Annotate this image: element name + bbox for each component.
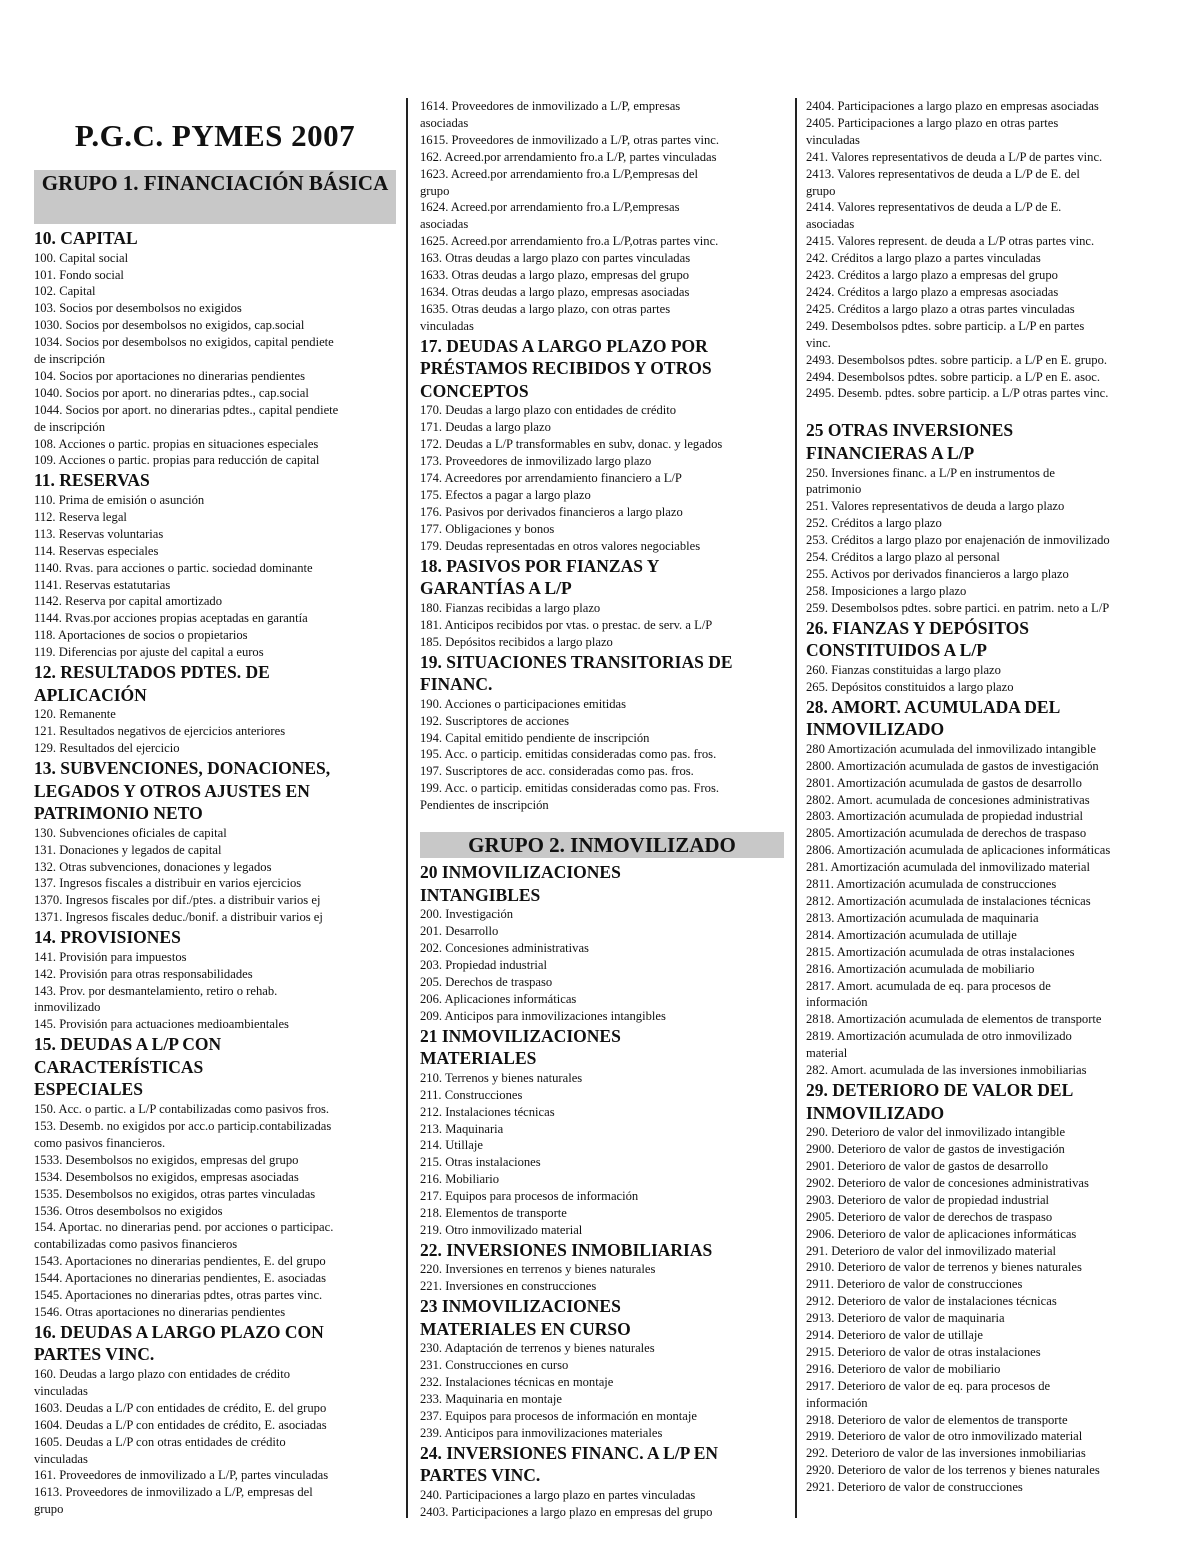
account-line: 2918. Deterioro de valor de elementos de transporte (806, 1412, 1068, 1427)
account-list (34, 1366, 396, 1518)
account-line: 113. Reservas voluntarias (34, 526, 164, 541)
section-heading-line: CONCEPTOS (420, 380, 529, 401)
account-line: 215. Otras instalaciones (420, 1155, 541, 1170)
section-heading-line: 24. INVERSIONES FINANC. A L/P EN (420, 1442, 719, 1463)
section-heading-line: PRÉSTAMOS RECIBIDOS Y OTROS (420, 358, 712, 379)
section-heading (420, 651, 784, 696)
section-heading-line: ESPECIALES (34, 1079, 143, 1100)
section-heading (806, 419, 1168, 464)
account-line: 250. Inversiones financ. a L/P en instrumentos de (806, 465, 1055, 480)
section-heading (420, 861, 784, 906)
account-line: 1534. Desembolsos no exigidos, empresas asociadas (34, 1169, 299, 1184)
section-heading-line: CARACTERÍSTICAS (34, 1056, 204, 1077)
account-line: 2906. Deterioro de valor de aplicaciones informáticas (806, 1226, 1077, 1241)
account-line: 214. Utillaje (420, 1138, 483, 1153)
account-line: 251. Valores representativos de deuda a largo plazo (806, 499, 1065, 514)
account-line: 179. Deudas representadas en otros valores negociables (420, 538, 701, 553)
account-line: 1544. Aportaciones no dinerarias pendientes, E. asociadas (34, 1271, 327, 1286)
account-list (420, 1340, 784, 1441)
account-line: 180. Fianzas recibidas a largo plazo (420, 600, 601, 615)
section-heading-line: 15. DEUDAS A L/P CON (34, 1034, 222, 1055)
account-line: 1034. Socios por desembolsos no exigidos, capital pendiete (34, 335, 334, 350)
account-line: 231. Construcciones en curso (420, 1358, 569, 1373)
account-line: 1533. Desembolsos no exigidos, empresas del grupo (34, 1152, 299, 1167)
account-line: 258. Imposiciones a largo plazo (806, 583, 967, 598)
account-line: 1140. Rvas. para acciones o partic. sociedad dominante (34, 560, 313, 575)
section-heading-line: 20 INMOVILIZACIONES (420, 862, 621, 883)
account-line: 209. Anticipos para inmovilizaciones intangibles (420, 1008, 666, 1023)
account-line: 1371. Ingresos fiscales deduc./bonif. a distribuir varios ej (34, 910, 323, 925)
account-line: 170. Deudas a largo plazo con entidades de crédito (420, 403, 677, 418)
column-2 (420, 98, 784, 1521)
account-line: 206. Aplicaciones informáticas (420, 991, 577, 1006)
account-line: 2920. Deterioro de valor de los terrenos y bienes naturales (806, 1463, 1100, 1478)
account-line: 174. Acreedores por arrendamiento financiero a L/P (420, 471, 682, 486)
account-line: 1614. Proveedores de inmovilizado a L/P, empresas (420, 99, 681, 113)
section-heading (420, 555, 784, 600)
account-line: asociadas (420, 115, 469, 130)
account-line: 199. Acc. o particip. emitidas consideradas como pas. Fros. (420, 781, 720, 796)
account-list (806, 662, 1168, 696)
account-line: 1623. Acreed.por arrendamiento fro.a L/P,empresas del (420, 166, 699, 181)
line: 14. PROVISIONES (34, 927, 181, 948)
account-line: 130. Subvenciones oficiales de capital (34, 825, 227, 840)
section-heading (806, 617, 1168, 662)
section-heading-line: INMOVILIZADO (806, 1102, 945, 1123)
page-title: P.G.C. PYMES 2007 (74, 118, 356, 153)
account-list (34, 250, 396, 470)
section-heading (420, 335, 784, 403)
section-heading-line: LEGADOS Y OTROS AJUSTES EN (34, 780, 310, 801)
account-line: 2493. Desembolsos pdtes. sobre particip. a L/P en E. grupo. (806, 352, 1108, 367)
column-3 (806, 98, 1168, 1496)
account-line: 2404. Participaciones a largo plazo en empresas asociadas (806, 99, 1099, 113)
account-line: de inscripción (34, 352, 105, 367)
account-line: 232. Instalaciones técnicas en montaje (420, 1375, 614, 1390)
account-line: 260. Fianzas constituidas a largo plazo (806, 662, 1001, 677)
account-list (34, 825, 396, 926)
account-line: grupo (34, 1502, 64, 1517)
account-line: 2905. Deterioro de valor de derechos de traspaso (806, 1209, 1053, 1224)
account-line: 1370. Ingresos fiscales por dif./ptes. a distribuir varios ej (34, 893, 321, 908)
account-line: 118. Aportaciones de socios o propietarios (34, 628, 248, 643)
section-heading (34, 661, 396, 706)
section-heading-line: PATRIMONIO NETO (34, 803, 203, 824)
account-line: 2800. Amortización acumulada de gastos de investigación (806, 758, 1099, 773)
account-line: 1624. Acreed.por arrendamiento fro.a L/P,empresas (420, 200, 680, 215)
account-line: 153. Desemb. no exigidos por acc.o particip.contabilizadas (34, 1118, 332, 1133)
account-line: 171. Deudas a largo plazo (420, 420, 551, 435)
account-line: 2903. Deterioro de valor de propiedad industrial (806, 1192, 1050, 1207)
account-line: 2812. Amortización acumulada de instalaciones técnicas (806, 894, 1091, 908)
account-line: 2901. Deterioro de valor de gastos de desarrollo (806, 1158, 1049, 1173)
account-line: 201. Desarrollo (420, 924, 499, 939)
account-line: 265. Depósitos constituidos a largo plazo (806, 679, 1014, 694)
account-line: Pendientes de inscripción (420, 798, 549, 813)
account-list (34, 1101, 396, 1321)
account-line: 197. Suscriptores de acc. consideradas como pas. fros. (420, 764, 694, 779)
account-line: 200. Investigación (420, 907, 514, 922)
account-line: vinculadas (806, 132, 860, 147)
account-line: vinculadas (34, 1383, 88, 1398)
account-line: 162. Acreed.por arrendamiento fro.a L/P, partes vinculadas (420, 149, 717, 164)
section-heading-line: 19. SITUACIONES TRANSITORIAS DE (420, 651, 733, 672)
account-line: 2494. Desembolsos pdtes. sobre particip. a L/P en E. asoc. (806, 369, 1101, 384)
account-line: 103. Socios por desembolsos no exigidos (34, 301, 242, 316)
account-line: 2819. Amortización acumulada de otro inmovilizado (806, 1029, 1072, 1044)
account-line: información (806, 1395, 868, 1410)
account-line: 2912. Deterioro de valor de instalaciones técnicas (806, 1294, 1057, 1309)
account-line: 217. Equipos para procesos de información (420, 1189, 639, 1204)
account-line: 2914. Deterioro de valor de utillaje (806, 1328, 983, 1343)
account-list (420, 906, 784, 1024)
section-heading (806, 1079, 1168, 1124)
account-list (420, 98, 784, 335)
account-line: 1546. Otras aportaciones no dinerarias pendientes (34, 1304, 286, 1319)
section-heading-line: 26. FIANZAS Y DEPÓSITOS (806, 617, 1030, 638)
account-line: 242. Créditos a largo plazo a partes vinculadas (806, 251, 1041, 266)
account-line: 281. Amortización acumulada del inmovilizado material (806, 860, 1090, 875)
account-list (420, 600, 784, 651)
account-line: 131. Donaciones y legados de capital (34, 842, 222, 857)
section-heading-line: 29. DETERIORO DE VALOR DEL (806, 1079, 1074, 1100)
account-line: 104. Socios por aportaciones no dinerarias pendientes (34, 368, 306, 383)
line: 22. INVERSIONES INMOBILIARIAS (420, 1239, 713, 1260)
account-list (420, 1261, 784, 1295)
account-line: vinculadas (34, 1451, 88, 1466)
section-heading-line: MATERIALES EN CURSO (420, 1318, 631, 1339)
account-line: 203. Propiedad industrial (420, 957, 547, 972)
account-line: 132. Otras subvenciones, donaciones y legados (34, 859, 272, 874)
account-line: 1535. Desembolsos no exigidos, otras partes vinculadas (34, 1186, 316, 1201)
section-heading (34, 926, 396, 949)
account-line: 177. Obligaciones y bonos (420, 521, 555, 536)
account-line: material (806, 1046, 848, 1061)
account-line: 202. Concesiones administrativas (420, 941, 589, 956)
account-line: 2815. Amortización acumulada de otras instalaciones (806, 944, 1075, 959)
account-line: 101. Fondo social (34, 267, 124, 282)
account-list (34, 492, 396, 661)
account-line: 2915. Deterioro de valor de otras instalaciones (806, 1344, 1041, 1359)
account-line: 112. Reserva legal (34, 509, 127, 524)
account-line: 2910. Deterioro de valor de terrenos y bienes naturales (806, 1260, 1082, 1275)
account-list (806, 741, 1168, 1079)
section-heading-line: 12. RESULTADOS PDTES. DE (34, 662, 270, 683)
line: 11. RESERVAS (34, 470, 150, 491)
account-line: 230. Adaptación de terrenos y bienes naturales (420, 1341, 655, 1356)
account-line: 2813. Amortización acumulada de maquinaria (806, 910, 1039, 925)
account-line: 172. Deudas a L/P transformables en subv, donac. y legados (420, 437, 723, 452)
account-line: 241. Valores representativos de deuda a L/P de partes vinc. (806, 149, 1103, 164)
account-line: 2414. Valores representativos de deuda a L/P de E. (806, 200, 1062, 215)
account-line: 114. Reservas especiales (34, 543, 159, 558)
line: 10. CAPITAL (34, 228, 138, 248)
account-line: 211. Construcciones (420, 1087, 523, 1102)
account-line: 2803. Amortización acumulada de propiedad industrial (806, 809, 1083, 824)
account-line: 1633. Otras deudas a largo plazo, empresas del grupo (420, 268, 690, 283)
section-heading-line: 17. DEUDAS A LARGO PLAZO POR (420, 335, 708, 356)
account-line: 161. Proveedores de inmovilizado a L/P, partes vinculadas (34, 1468, 329, 1483)
account-line: 2913. Deterioro de valor de maquinaria (806, 1311, 1005, 1326)
account-line: 2814. Amortización acumulada de utillaje (806, 927, 1017, 942)
account-line: 141. Provisión para impuestos (34, 949, 187, 964)
account-line: 142. Provisión para otras responsabilidades (34, 966, 253, 981)
account-line: 2413. Valores representativos de deuda a L/P de E. del (806, 166, 1080, 181)
account-line: 154. Aportac. no dinerarias pend. por acciones o participac. (34, 1220, 334, 1235)
section-heading-line: 28. AMORT. ACUMULADA DEL (806, 696, 1061, 717)
account-line: asociadas (806, 217, 855, 232)
account-line: asociadas (420, 217, 469, 232)
column-1 (34, 98, 396, 1518)
account-line: 1545. Aportaciones no dinerarias pdtes, otras partes vinc. (34, 1288, 323, 1303)
account-line: 129. Resultados del ejercicio (34, 741, 180, 756)
account-list (420, 696, 784, 814)
account-line: 109. Acciones o partic. propias para reducción de capital (34, 453, 320, 468)
account-line: información (806, 995, 868, 1010)
account-line: 1605. Deudas a L/P con otras entidades de crédito (34, 1434, 286, 1449)
account-line: 173. Proveedores de inmovilizado largo plazo (420, 454, 652, 469)
account-line: 110. Prima de emisión o asunción (34, 492, 205, 507)
account-list (806, 1124, 1168, 1496)
account-line: 2816. Amortización acumulada de mobiliario (806, 961, 1035, 976)
account-line: 2495. Desemb. pdtes. sobre particip. a L/P otras partes vinc. (806, 386, 1109, 401)
account-line: 1141. Reservas estatutarias (34, 577, 171, 592)
account-line: 2801. Amortización acumulada de gastos de desarrollo (806, 775, 1082, 790)
account-line: 252. Créditos a largo plazo (806, 516, 942, 531)
account-line: grupo (806, 183, 836, 198)
account-line: 2802. Amort. acumulada de concesiones administrativas (806, 792, 1090, 807)
spacer (420, 814, 784, 832)
group-1-heading: GRUPO 1. FINANCIACIÓN BÁSICA (34, 170, 396, 224)
section-heading-line: PARTES VINC. (34, 1344, 155, 1365)
section-heading-line: GARANTÍAS A L/P (420, 578, 572, 599)
account-line: inmovilizado (34, 1000, 101, 1015)
account-list (420, 1070, 784, 1239)
account-line: 213. Maquinaria (420, 1121, 504, 1136)
account-line: 237. Equipos para procesos de información en montaje (420, 1409, 697, 1424)
account-line: 239. Anticipos para inmovilizaciones materiales (420, 1425, 663, 1440)
account-line: 1603. Deudas a L/P con entidades de crédito, E. del grupo (34, 1400, 327, 1415)
account-line: 160. Deudas a largo plazo con entidades de crédito (34, 1367, 291, 1382)
account-line: vinculadas (420, 318, 474, 333)
account-line: 2911. Deterioro de valor de construcciones (806, 1277, 1023, 1292)
account-line: 216. Mobiliario (420, 1172, 500, 1187)
account-line: como pasivos financieros. (34, 1135, 166, 1150)
account-line: 2921. Deterioro de valor de construcciones (806, 1480, 1023, 1495)
account-line: 1625. Acreed.por arrendamiento fro.a L/P,otras partes vinc. (420, 234, 719, 249)
section-heading-line: 21 INMOVILIZACIONES (420, 1025, 621, 1046)
account-line: 291. Deterioro de valor del inmovilizado material (806, 1243, 1057, 1258)
account-line: vinc. (806, 335, 831, 350)
group-2-heading: GRUPO 2. INMOVILIZADO (420, 832, 784, 858)
account-line: 2902. Deterioro de valor de concesiones administrativas (806, 1175, 1089, 1190)
section-heading-line: FINANCIERAS A L/P (806, 442, 975, 463)
section-heading-line: INMOVILIZADO (806, 719, 945, 740)
account-line: patrimonio (806, 482, 862, 497)
section-heading (420, 1025, 784, 1070)
account-list (420, 1487, 784, 1521)
section-heading-line: 13. SUBVENCIONES, DONACIONES, (34, 757, 331, 778)
account-line: 292. Deterioro de valor de las inversiones inmobiliarias (806, 1446, 1086, 1461)
account-line: 1040. Socios por aport. no dinerarias pdtes., cap.social (34, 385, 309, 400)
account-line: 100. Capital social (34, 250, 129, 265)
account-line: 254. Créditos a largo plazo al personal (806, 550, 1000, 565)
account-line: 150. Acc. o partic. a L/P contabilizadas como pasivos fros. (34, 1102, 330, 1117)
account-list (806, 465, 1168, 617)
section-heading-line: 25 OTRAS INVERSIONES (806, 420, 1014, 441)
column-divider (795, 98, 797, 1518)
account-line: de inscripción (34, 419, 105, 434)
account-line: 212. Instalaciones técnicas (420, 1104, 555, 1119)
account-line: 1543. Aportaciones no dinerarias pendientes, E. del grupo (34, 1254, 326, 1269)
account-line: 192. Suscriptores de acciones (420, 713, 569, 728)
account-line: 181. Anticipos recibidos por vtas. o prestac. de serv. a L/P (420, 617, 713, 632)
account-line: 145. Provisión para actuaciones medioambientales (34, 1017, 289, 1032)
account-line: 205. Derechos de traspaso (420, 974, 553, 989)
account-list (806, 98, 1168, 402)
section-heading (420, 1442, 784, 1487)
section-heading (420, 1239, 784, 1262)
account-line: 280 Amortización acumulada del inmovilizado intangible (806, 741, 1096, 756)
account-line: 137. Ingresos fiscales a distribuir en varios ejercicios (34, 876, 302, 891)
section-heading-line: FINANC. (420, 674, 493, 695)
section-heading-line: 18. PASIVOS POR FIANZAS Y (420, 555, 660, 576)
account-line: 194. Capital emitido pendiente de inscripción (420, 730, 650, 745)
account-line: 2806. Amortización acumulada de aplicaciones informáticas (806, 843, 1111, 858)
section-heading-line: INTANGIBLES (420, 884, 541, 905)
account-line: 2403. Participaciones a largo plazo en empresas del grupo (420, 1504, 713, 1519)
account-line: 290. Deterioro de valor del inmovilizado intangible (806, 1125, 1066, 1140)
section-heading (420, 1295, 784, 1340)
account-list (34, 949, 396, 1034)
account-line: 249. Desembolsos pdtes. sobre particip. a L/P en partes (806, 318, 1085, 333)
spacer (806, 402, 1168, 419)
account-line: 163. Otras deudas a largo plazo con partes vinculadas (420, 251, 691, 266)
account-line: 2900. Deterioro de valor de gastos de investigación (806, 1142, 1065, 1157)
section-heading (806, 696, 1168, 741)
account-list (34, 706, 396, 757)
account-line: 1615. Proveedores de inmovilizado a L/P, otras partes vinc. (420, 132, 720, 147)
account-line: 220. Inversiones en terrenos y bienes naturales (420, 1262, 656, 1277)
account-line: 253. Créditos a largo plazo por enajenación de inmovilizado (806, 533, 1110, 548)
account-line: 2424. Créditos a largo plazo a empresas asociadas (806, 284, 1059, 299)
account-line: 185. Depósitos recibidos a largo plazo (420, 634, 613, 649)
account-line: 218. Elementos de transporte (420, 1206, 567, 1221)
section-heading-line: PARTES VINC. (420, 1465, 541, 1486)
account-line: 175. Efectos a pagar a largo plazo (420, 488, 591, 502)
account-line: 119. Diferencias por ajuste del capital a euros (34, 645, 264, 660)
account-line: 219. Otro inmovilizado material (420, 1222, 583, 1237)
account-line: 102. Capital (34, 284, 96, 299)
account-line: 2805. Amortización acumulada de derechos de traspaso (806, 826, 1087, 841)
section-heading-line: CONSTITUIDOS A L/P (806, 640, 987, 661)
account-line: 2916. Deterioro de valor de mobiliario (806, 1361, 1001, 1376)
account-line: 190. Acciones o participaciones emitidas (420, 696, 626, 711)
account-line: 1613. Proveedores de inmovilizado a L/P, empresas del (34, 1485, 313, 1500)
account-line: 210. Terrenos y bienes naturales (420, 1070, 583, 1085)
account-line: 121. Resultados negativos de ejercicios anteriores (34, 724, 286, 739)
section-heading (34, 1033, 396, 1101)
account-line: 2811. Amortización acumulada de construcciones (806, 877, 1057, 892)
account-line: 143. Prov. por desmantelamiento, retiro o rehab. (34, 983, 278, 998)
account-line: 1634. Otras deudas a largo plazo, empresas asociadas (420, 284, 690, 299)
section-heading (34, 757, 396, 825)
account-line: 259. Desembolsos pdtes. sobre partici. en patrim. neto a L/P (806, 600, 1110, 615)
account-list (420, 402, 784, 554)
account-line: 1604. Deudas a L/P con entidades de crédito, E. asociadas (34, 1417, 327, 1432)
section-heading-line: APLICACIÓN (34, 684, 147, 705)
account-line: 2423. Créditos a largo plazo a empresas del grupo (806, 268, 1058, 283)
account-line: 255. Activos por derivados financieros a largo plazo (806, 566, 1069, 581)
account-line: 1142. Reserva por capital amortizado (34, 594, 223, 609)
account-line: 108. Acciones o partic. propias en situaciones especiales (34, 436, 319, 451)
section-heading-line: 23 INMOVILIZACIONES (420, 1296, 621, 1317)
account-line: 2425. Créditos a largo plazo a otras partes vinculadas (806, 301, 1075, 316)
section-heading-line: 16. DEUDAS A LARGO PLAZO CON (34, 1321, 324, 1342)
account-line: 1536. Otros desembolsos no exigidos (34, 1203, 223, 1218)
account-line: contabilizadas como pasivos financieros (34, 1237, 238, 1252)
account-line: 2405. Participaciones a largo plazo en otras partes (806, 115, 1059, 130)
account-line: 1030. Socios por desembolsos no exigidos, cap.social (34, 318, 305, 333)
section-heading (34, 227, 396, 250)
account-line: 1635. Otras deudas a largo plazo, con otras partes (420, 301, 671, 316)
account-line: 282. Amort. acumulada de las inversiones inmobiliarias (806, 1063, 1087, 1078)
column-divider (406, 98, 408, 1518)
account-line: 240. Participaciones a largo plazo en partes vinculadas (420, 1488, 696, 1503)
account-line: 176. Pasivos por derivados financieros a largo plazo (420, 504, 683, 519)
account-line: 1044. Socios por aport. no dinerarias pdtes., capital pendiete (34, 402, 339, 417)
account-line: 195. Acc. o particip. emitidas consideradas como pas. fros. (420, 747, 717, 762)
account-line: 1144. Rvas.por acciones propias aceptadas en garantía (34, 611, 308, 626)
account-line: 2817. Amort. acumulada de eq. para procesos de (806, 978, 1051, 993)
section-heading (34, 1321, 396, 1366)
account-line: 2818. Amortización acumulada de elementos de transporte (806, 1012, 1102, 1027)
account-line: 2917. Deterioro de valor de eq. para procesos de (806, 1378, 1051, 1393)
account-line: grupo (420, 183, 450, 198)
account-line: 233. Maquinaria en montaje (420, 1392, 562, 1407)
account-line: 2919. Deterioro de valor de otro inmovilizado material (806, 1429, 1083, 1444)
account-line: 2415. Valores represent. de deuda a L/P otras partes vinc. (806, 234, 1095, 249)
account-line: 120. Remanente (34, 707, 116, 722)
section-heading (34, 469, 396, 492)
section-heading-line: MATERIALES (420, 1048, 537, 1069)
account-line: 221. Inversiones en construcciones (420, 1279, 597, 1294)
